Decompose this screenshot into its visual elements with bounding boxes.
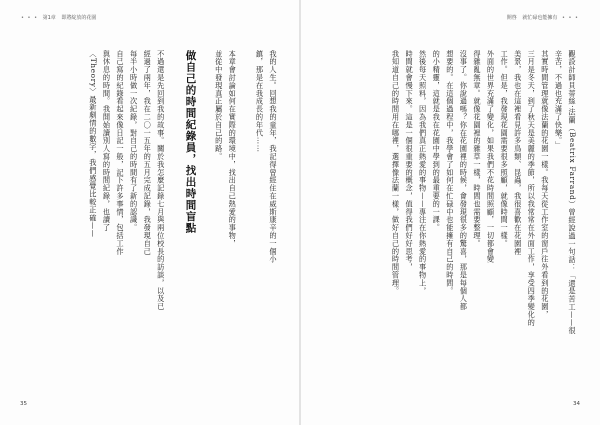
text-column <box>202 50 209 381</box>
text-column: 並從中發現真正屬於自己的路。 <box>214 50 224 161</box>
text-column: 觀設計師貝蒂絲·法蘭（Beatrix Farrand）曾經說過一句話：「還是苦工——很 <box>568 50 577 335</box>
right-header-title: 就忙碌也能擁有 <box>522 15 558 21</box>
text-column: 想要的。在這個過程中，我學會了如何在忙碌中也能擁有自己的時間。 <box>445 50 455 295</box>
header-dots: • • • <box>561 15 579 21</box>
text-column: 與休息的時間。我開始讀別人寫的時間紀錄，也讀了 <box>102 50 112 232</box>
left-running-header <box>18 14 96 21</box>
text-column: 工作。但是，我發現花園需要很多照顧，就像時間一樣。 <box>500 50 510 248</box>
header-dots: • • • <box>21 15 39 21</box>
text-column: 辛苦，不過也充滿了快樂。」 <box>554 50 564 150</box>
text-column: 三月是冬天，到了秋天是美麗的季節，所以我常常在外面工作，享受四季變化的 <box>527 50 537 327</box>
text-column: 經過了兩年，我在二〇一五年的五月完成記錄，我發現自己 <box>143 50 153 256</box>
text-column: 不過還是先回到我的故事。關於我怎麼記錄七月與兩位校長的訪談，以及已 <box>156 50 166 311</box>
text-column: 美景，我也在這裡看見許多鳥類、昆蟲，我很喜歡在花園裡 <box>513 50 523 256</box>
text-column: 鎮，那是在我成長的年代…… <box>255 50 265 153</box>
right-page-body <box>323 50 576 381</box>
right-page <box>301 0 600 425</box>
text-column: 的小精靈，這就是我在花園中學到的最重要的一課。 <box>432 50 442 232</box>
text-column: 每半小時做一次紀錄，對自己的時間有了新的認識。 <box>129 50 139 232</box>
text-column <box>242 50 249 381</box>
text-column: 時間就會慢下來。這是一個很重要的概念，值得我們好好思考， <box>405 50 415 272</box>
text-column: 外面的世界充滿了變化，如果我們不花時間照顧，一切都會變 <box>486 50 496 264</box>
left-page <box>0 0 299 425</box>
left-page-number: 35 <box>20 401 27 407</box>
right-header-chapter: 開啓 <box>506 15 517 21</box>
text-column: 沒事了。你說過嗎？你在花園裡的時候，會發現很多的驚喜，那是每個人都 <box>459 50 469 311</box>
right-page-number: 34 <box>573 401 580 407</box>
text-column: 我知道自己的時間用在哪裡，選擇像法蘭一樣，做好自己的時間管理。 <box>391 50 401 295</box>
text-column: 其實時間管理就像法蘭的花園一樣。我每天從工作室的窗戶往外看到的花園， <box>540 50 550 319</box>
left-header-title: 即將綻放的花園 <box>61 15 97 21</box>
text-column: 自己寫的紀錄看起來像日記一般，記下許多事情，包括工作 <box>116 50 126 256</box>
text-column: 我的人生。回想我的童年，我記得曾經住在威斯康辛的一個小 <box>269 50 278 264</box>
text-column: 然後每天照料，因為我們真正熱愛的事物——專注在你熱愛的事物上， <box>418 50 428 295</box>
section-heading: 做自己的時間紀錄員，找出時間盲點 <box>184 50 197 234</box>
left-page-body <box>24 50 277 381</box>
text-column: 〈Theory〉最新劇情的數字，我們感覺比較正確—— <box>88 50 98 238</box>
text-column <box>171 50 178 381</box>
left-header-chapter: 第1章 <box>42 15 56 21</box>
text-column: 得雜亂無章。就像花園裡的雜草一樣，時間也需要整理。 <box>472 50 482 248</box>
text-column: 本章會討論如何在實際的環境中，找出自己熱愛的事物， <box>228 50 238 248</box>
right-running-header <box>507 14 582 21</box>
